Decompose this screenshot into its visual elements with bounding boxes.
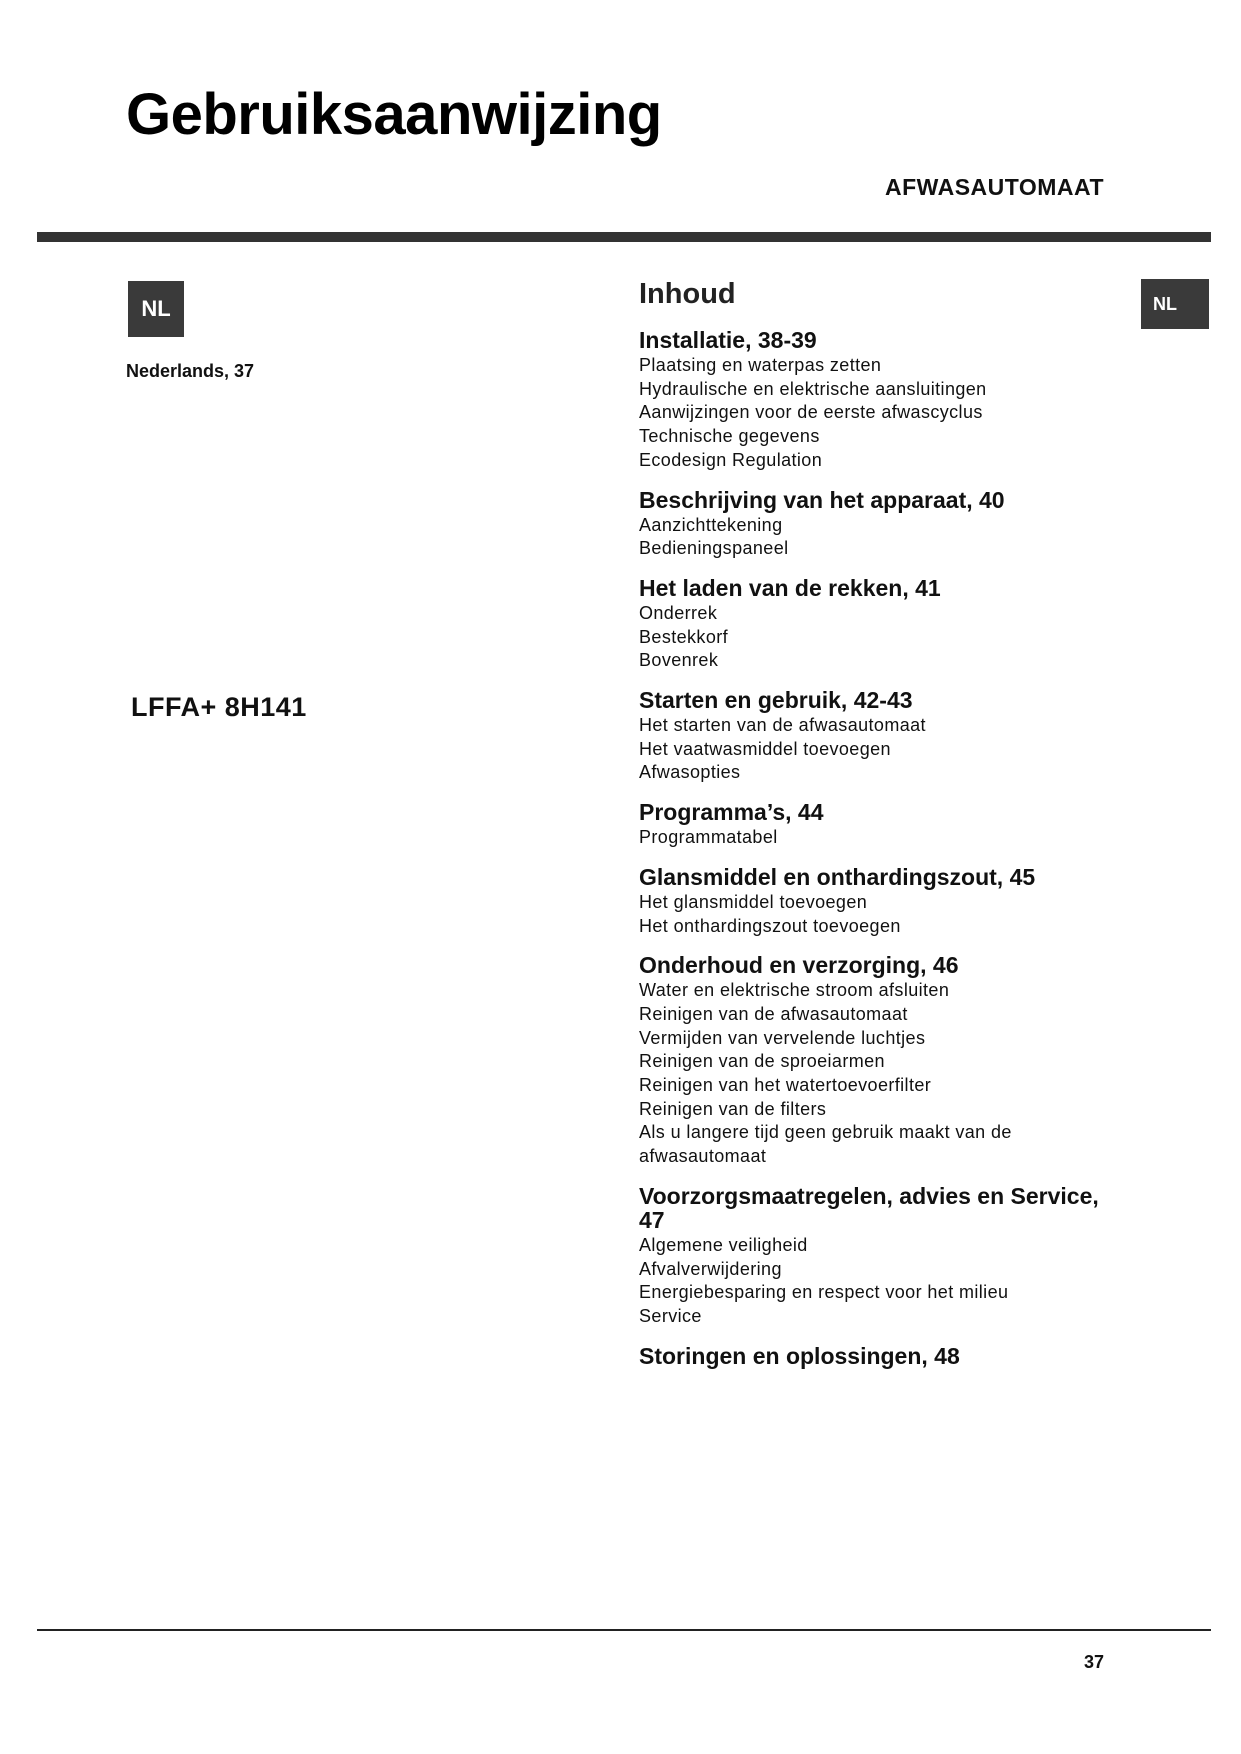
toc-section [639,1344,1099,1368]
toc-section-title: Installatie, 38-39 [639,327,817,353]
toc-section [639,953,1099,1169]
page-number: 37 [1084,1652,1105,1672]
toc-section [639,328,1099,473]
toc-section-title: Programma’s, 44 [639,799,824,826]
toc-section [639,576,1099,673]
toc-section-title: Het laden van de rekken, 41 [639,574,941,601]
toc-item: Energiebesparing en respect voor het milieu [639,1282,1009,1303]
toc-item: Hydraulische en elektrische aansluitingen [639,378,987,399]
toc-item: Technische gegevens [639,426,820,447]
toc-section [639,1184,1099,1329]
toc-item: Reinigen van de filters [639,1098,827,1119]
table-of-contents [639,276,1099,1383]
toc-item: Bedieningspaneel [639,538,789,559]
toc-item: Ecodesign Regulation [639,449,823,470]
toc-item: Het vaatwasmiddel toevoegen [639,738,891,759]
toc-item: Bovenrek [639,650,719,671]
document-title: Gebruiksaanwijzing [126,82,662,147]
toc-section-title: Voorzorgsmaatregelen, advies en Service, 47 [639,1182,1099,1233]
toc-item: Vermijden van vervelende luchtjes [639,1027,926,1048]
toc-item: Reinigen van de sproeiarmen [639,1051,885,1072]
toc-heading: Inhoud [639,278,736,310]
toc-section [639,800,1099,850]
language-page-reference: Nederlands, 37 [126,361,255,381]
toc-item: Afwasopties [639,762,741,783]
toc-item: Aanwijzingen voor de eerste afwascyclus [639,402,983,423]
toc-section-list [639,328,1099,1368]
toc-item: Als u langere tijd geen gebruik maakt van de afwasautomaat [639,1122,1012,1167]
toc-section [639,488,1099,561]
toc-item: Afvalverwijdering [639,1258,782,1279]
toc-item: Service [639,1305,702,1326]
toc-item: Het onthardingszout toevoegen [639,915,901,936]
footer-divider [37,1629,1211,1631]
language-side-tab: NL [1141,279,1209,329]
header-divider [37,232,1211,242]
toc-item: Programmatabel [639,827,778,848]
toc-item: Het starten van de afwasautomaat [639,715,926,736]
toc-section-title: Storingen en oplossingen, 48 [639,1342,960,1369]
toc-item: Reinigen van de afwasautomaat [639,1003,908,1024]
toc-section-title: Glansmiddel en onthardingszout, 45 [639,863,1036,890]
product-category: AFWASAUTOMAAT [884,174,1104,200]
toc-item: Plaatsing en waterpas zetten [639,355,882,375]
toc-section [639,865,1099,938]
toc-item: Het glansmiddel toevoegen [639,891,868,912]
toc-item: Algemene veiligheid [639,1234,808,1255]
model-name: LFFA+ 8H141 [131,692,307,722]
toc-section-title: Onderhoud en verzorging, 46 [639,952,959,979]
toc-section-title: Beschrijving van het apparaat, 40 [639,486,1005,513]
toc-item: Onderrek [639,602,718,623]
language-badge: NL [128,281,184,337]
toc-item: Reinigen van het watertoevoerfilter [639,1075,932,1096]
toc-section-title: Starten en gebruik, 42-43 [639,687,913,714]
toc-item: Bestekkorf [639,626,729,647]
toc-item: Water en elektrische stroom afsluiten [639,980,950,1001]
toc-item: Aanzichttekening [639,514,783,535]
toc-section [639,688,1099,785]
